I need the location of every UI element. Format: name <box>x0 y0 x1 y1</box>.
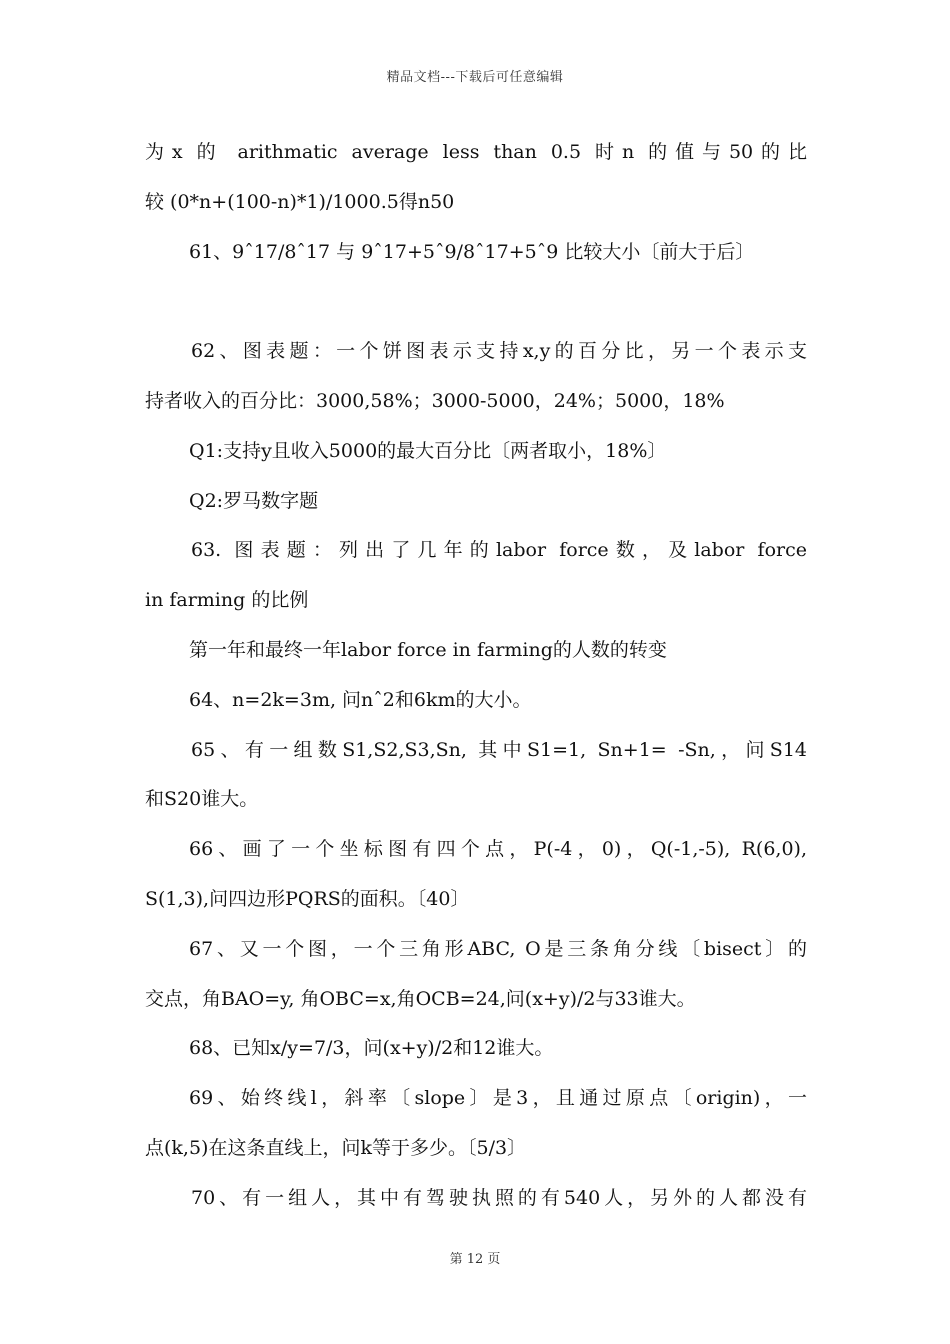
paragraph-gap <box>145 277 807 327</box>
document-body <box>145 128 807 1224</box>
text-line: 69、始终线l，斜率〔slope〕是3，且通过原点〔origin)，一 <box>189 1087 807 1110</box>
text-line: 较 (0*n+(100-n)*1)/1000.5得n50 <box>145 190 455 213</box>
text-line: 63. 图表题：列出了几年的labor force数，及labor force <box>191 539 807 562</box>
text-line: 第一年和最终一年labor force in farming的人数的转变 <box>189 638 667 661</box>
text-line: 持者收入的百分比：3000,58%；3000-5000，24%；5000，18% <box>145 389 725 412</box>
text-line: in farming 的比例 <box>145 589 309 612</box>
text-line: 点(k,5)在这条直线上，问k等于多少。〔5/3〕 <box>145 1136 527 1159</box>
page-number: 第 12 页 <box>449 1252 501 1267</box>
page-header: 精品文档---下载后可任意编辑 <box>386 70 564 85</box>
text-line: 68、已知x/y=7/3，问(x+y)/2和12谁大。 <box>189 1037 554 1060</box>
text-line: 为x 的 arithmatic average less than 0.5 时n 的值与50的比 <box>145 141 807 163</box>
text-line: 65、有一组数S1,S2,S3,Sn, 其中S1=1, Sn+1= -Sn,，问S14 <box>191 738 807 761</box>
text-line: Q2:罗马数字题 <box>189 489 319 512</box>
text-line: S(1,3),问四边形PQRS的面积。〔40〕 <box>145 887 470 910</box>
text-line: 交点，角BAO=y, 角OBC=x,角OCB=24,问(x+y)/2与33谁大。 <box>145 987 696 1010</box>
text-line: 64、n=2k=3m, 问nˆ2和6km的大小。 <box>189 688 532 711</box>
text-line: 61、9ˆ17/8ˆ17 与 9ˆ17+5ˆ9/8ˆ17+5ˆ9 比较大小〔前大于后〕 <box>189 240 755 263</box>
text-line: 70、有一组人，其中有驾驶执照的有540人，另外的人都没有 <box>191 1186 807 1209</box>
text-line: 67、又一个图，一个三角形ABC, O是三条角分线〔bisect〕的 <box>189 937 807 960</box>
text-line: 和S20谁大。 <box>145 788 259 811</box>
text-line: 62、图表题：一个饼图表示支持x,y的百分比，另一个表示支 <box>191 340 807 363</box>
text-line: Q1:支持y且收入5000的最大百分比〔两者取小，18%〕 <box>189 439 667 462</box>
text-line: 66、画了一个坐标图有四个点，P(-4，0)，Q(-1,-5), R(6,0), <box>189 838 807 861</box>
